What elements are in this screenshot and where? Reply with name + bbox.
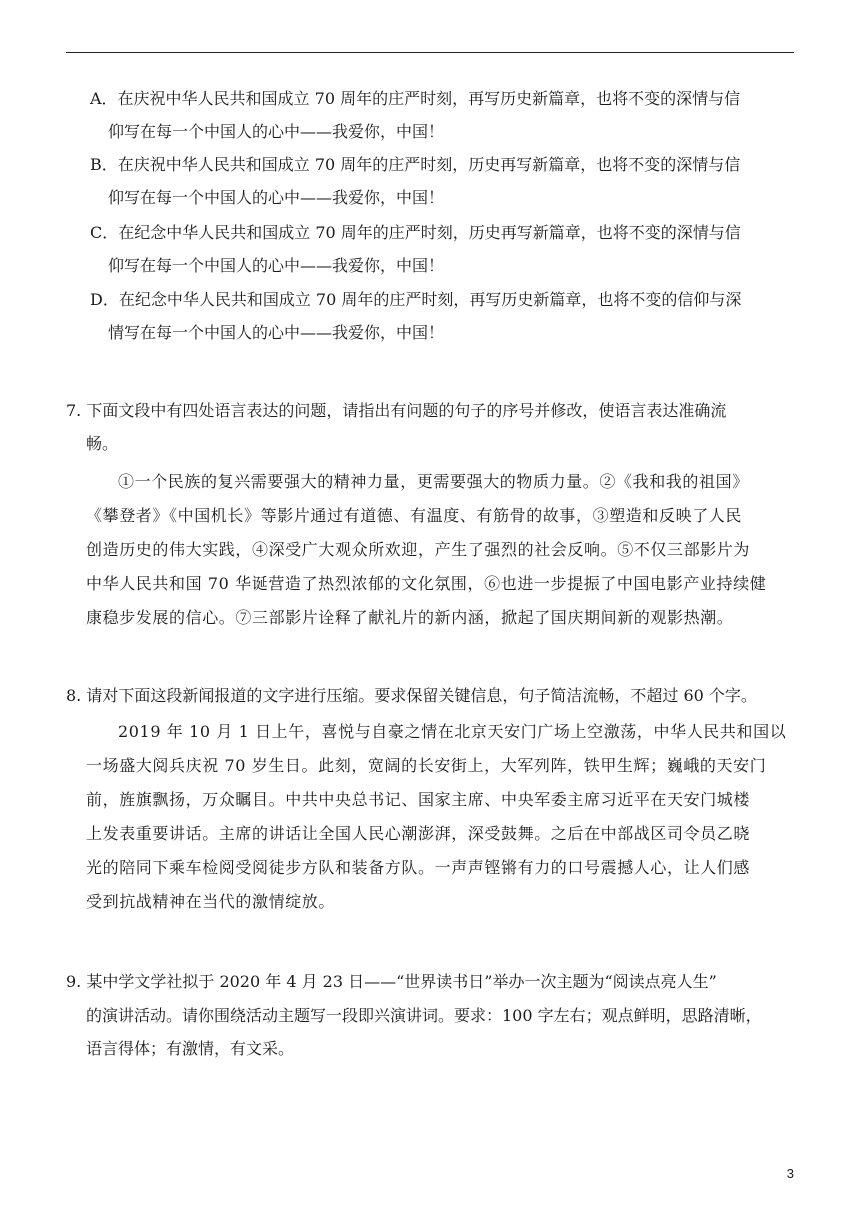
q7-passage-line4: 中华人民共和国 70 华诞营造了热烈浓郁的文化氛围，⑥也进一步提振了中国电影产业持续健	[86, 574, 767, 593]
q8-passage-line1: 2019 年 10 月 1 日上午，喜悦与自豪之情在北京天安门广场上空激荡，中华人民共和国以	[118, 722, 787, 741]
option-d-line1: D．在纪念中华人民共和国成立 70 周年的庄严时刻，再写历史新篇章，也将不变的信仰与深	[90, 290, 742, 309]
option-b-line2: 仰写在每一个中国人的心中——我爱你，中国！	[108, 188, 445, 207]
q8-passage-line5: 光的陪同下乘车检阅受阅徒步方队和装备方队。一声声铿锵有力的口号震撼人心，让人们感	[86, 858, 751, 877]
q8-passage-line3: 前，旌旗飘扬，万众瞩目。中共中央总书记、国家主席、中央军委主席习近平在天安门城楼	[86, 790, 751, 809]
q7-passage-line3: 创造历史的伟大实践，④深受广大观众所欢迎，产生了强烈的社会反响。⑤不仅三部影片为	[86, 540, 751, 559]
option-b-line1: B．在庆祝中华人民共和国成立 70 周年的庄严时刻，历史再写新篇章，也将不变的深情与信	[90, 155, 741, 174]
q8-passage-line6: 受到抗战精神在当代的激情绽放。	[86, 892, 336, 911]
q7-prompt-line1: 7. 下面文段中有四处语言表达的问题，请指出有问题的句子的序号并修改，使语言表达准确流	[66, 401, 727, 420]
q8-passage-line2: 一场盛大阅兵庆祝 70 岁生日。此刻，宽阔的长安街上，大军列阵，铁甲生辉；巍峨的天安门	[86, 756, 767, 775]
option-a-line2: 仰写在每一个中国人的心中——我爱你，中国！	[108, 122, 445, 141]
page-number: 3	[786, 1166, 794, 1181]
q9-prompt-line1: 9. 某中学文学社拟于 2020 年 4 月 23 日——“世界读书日”举办一次主题为“阅读点亮人生”	[66, 972, 717, 991]
header-rule	[66, 52, 794, 53]
option-c-line2: 仰写在每一个中国人的心中——我爱你，中国！	[108, 256, 445, 275]
q9-prompt-line2: 的演讲活动。请你围绕活动主题写一段即兴演讲词。要求：100 字左右；观点鲜明，思路清晰，	[86, 1006, 762, 1025]
q8-passage-line4: 上发表重要讲话。主席的讲话让全国人民心潮澎湃，深受鼓舞。之后在中部战区司令员乙晓	[86, 824, 751, 843]
option-c-line1: C．在纪念中华人民共和国成立 70 周年的庄严时刻，历史再写新篇章，也将不变的深情与信	[90, 223, 741, 242]
q7-passage-line1: ①一个民族的复兴需要强大的精神力量，更需要强大的物质力量。②《我和我的祖国》	[118, 472, 749, 491]
option-d-line2: 情写在每一个中国人的心中——我爱你，中国！	[108, 323, 445, 342]
q7-passage-line2: 《攀登者》《中国机长》等影片通过有道德、有温度、有筋骨的故事，③塑造和反映了人民	[86, 506, 743, 525]
option-a-line1: A．在庆祝中华人民共和国成立 70 周年的庄严时刻，再写历史新篇章，也将不变的深情与信	[90, 89, 741, 108]
q9-prompt-line3: 语言得体；有激情，有文采。	[86, 1039, 295, 1058]
q8-prompt: 8. 请对下面这段新闻报道的文字进行压缩。要求保留关键信息，句子简洁流畅，不超过 60 个字。	[66, 686, 757, 705]
q7-prompt-line2: 畅。	[86, 434, 119, 453]
q7-passage-line5: 康稳步发展的信心。⑦三部影片诠释了献礼片的新内涵，掀起了国庆期间新的观影热潮。	[86, 608, 734, 627]
